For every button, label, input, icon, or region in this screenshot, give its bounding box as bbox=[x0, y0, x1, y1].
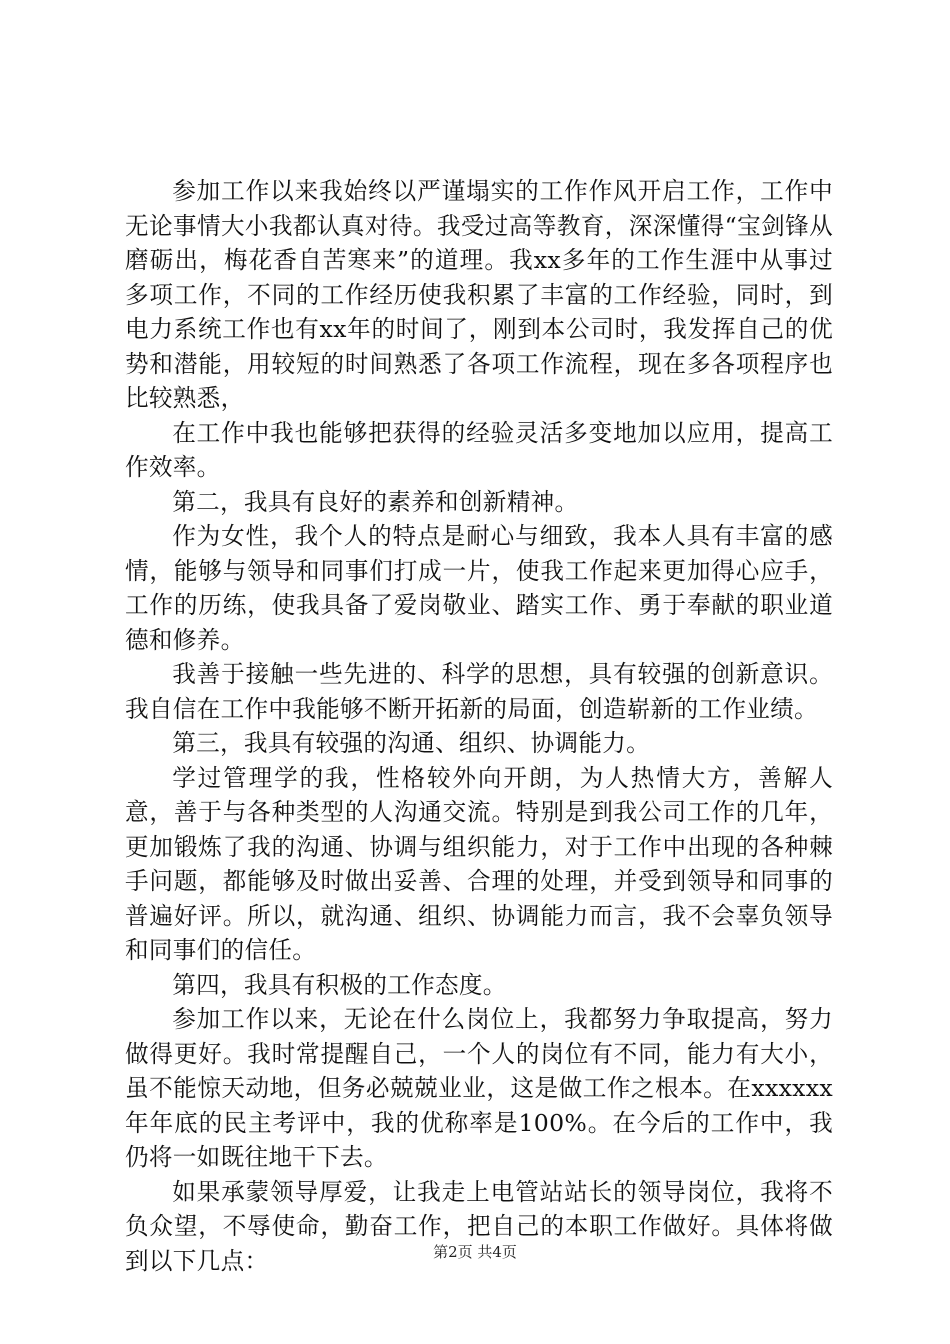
page-number-footer: 第2页 共4页 bbox=[433, 1243, 517, 1261]
paragraph: 参加工作以来，无论在什么岗位上，我都努力争取提高，努力做得更好。我时常提醒自己，一个人的岗位有不同，能力有大小，虽不能惊天动地，但务必兢兢业业，这是做工作之根本。在xxxxxx年年底的民主考评中，我的优称率是100%。在今后的工作中，我仍将一如既往地干下去。 bbox=[125, 1005, 833, 1171]
paragraph: 我善于接触一些先进的、科学的思想，具有较强的创新意识。我自信在工作中我能够不断开拓新的局面，创造崭新的工作业绩。 bbox=[125, 660, 833, 723]
paragraph: 参加工作以来我始终以严谨塌实的工作作风开启工作，工作中无论事情大小我都认真对待。我受过高等教育，深深懂得“宝剑锋从磨砺出，梅花香自苦寒来”的道理。我xx多年的工作生涯中从事过多项工作，不同的工作经历使我积累了丰富的工作经验，同时，到电力系统工作也有xx年的时间了，刚到本公司时，我发挥自己的优势和潜能，用较短的时间熟悉了各项工作流程，现在多各项程序也比较熟悉， bbox=[125, 177, 833, 412]
document-body bbox=[125, 174, 833, 1278]
paragraph: 学过管理学的我，性格较外向开朗，为人热情大方，善解人意，善于与各种类型的人沟通交流。特别是到我公司工作的几年，更加锻炼了我的沟通、协调与组织能力，对于工作中出现的各种棘手问题，都能够及时做出妥善、合理的处理，并受到领导和同事的普遍好评。所以，就沟通、组织、协调能力而言，我不会辜负领导和同事们的信任。 bbox=[125, 763, 833, 964]
section-heading: 第三，我具有较强的沟通、组织、协调能力。 bbox=[172, 729, 651, 757]
section-heading: 第二，我具有良好的素养和创新精神。 bbox=[172, 487, 579, 516]
section-heading: 第四，我具有积极的工作态度。 bbox=[172, 970, 507, 999]
paragraph: 在工作中我也能够把获得的经验灵活多变地加以应用，提高工作效率。 bbox=[125, 418, 833, 481]
paragraph: 如果承蒙领导厚爱，让我走上电管站站长的领导岗位，我将不负众望，不辱使命，勤奋工作，把自己的本职工作做好。具体将做到以下几点： bbox=[125, 1177, 833, 1275]
paragraph: 作为女性，我个人的特点是耐心与细致，我本人具有丰富的感情，能够与领导和同事们打成一片，使我工作起来更加得心应手，工作的历练，使我具备了爱岗敬业、踏实工作、勇于奉献的职业道德和修养。 bbox=[125, 522, 833, 654]
